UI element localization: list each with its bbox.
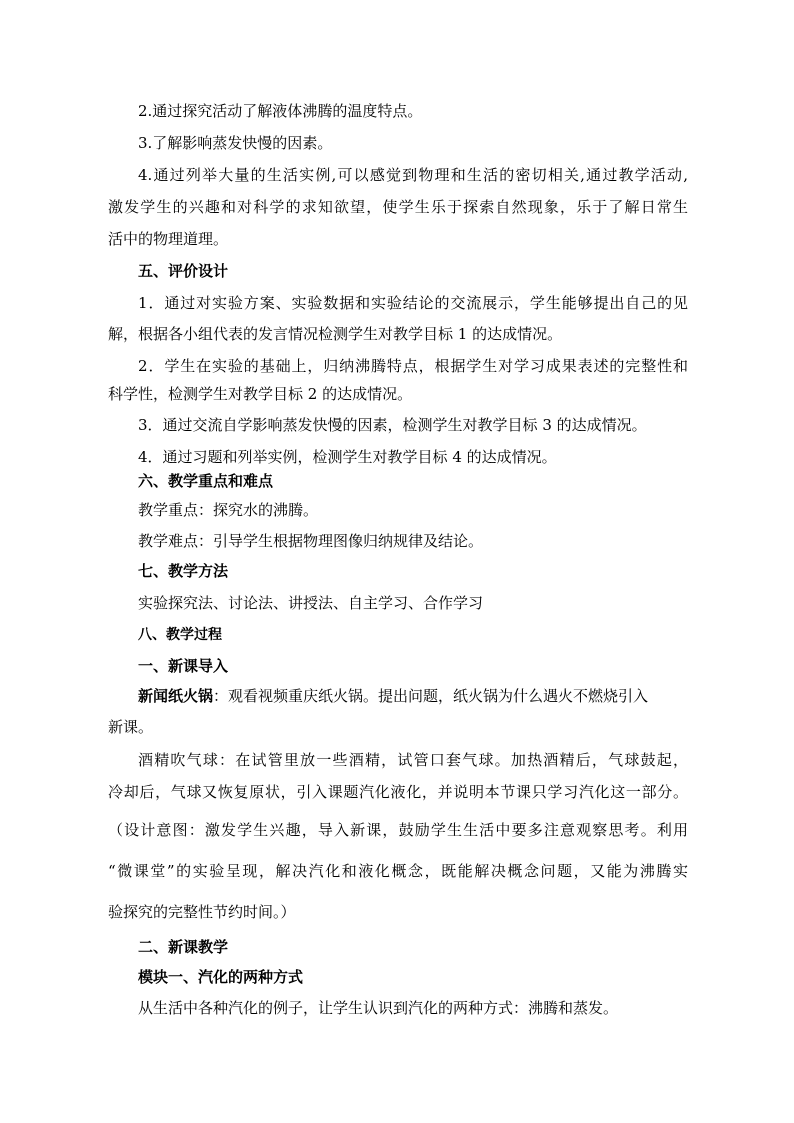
evaluation-item-2-line-2: 科学性，检测学生对教学目标 2 的达成情况。 [108, 385, 413, 403]
alcohol-paragraph-line-2: 冷却后，气球又恢复原状，引入课题汽化液化，并说明本节课只学习汽化这一部分。 [108, 783, 688, 801]
alcohol-paragraph-line-1: 酒精吹气球：在试管里放一些酒精，试管口套气球。加热酒精后，气球鼓起， [138, 751, 688, 769]
goal-item-4-line-3: 活中的物理道理。 [108, 230, 229, 248]
design-intent-line-3: 验探究的完整性节约时间。） [108, 903, 296, 921]
goal-item-2: 2.通过探究活动了解液体沸腾的温度特点。 [138, 102, 423, 120]
process-heading: 八、教学过程 [138, 627, 222, 643]
teaching-focus: 教学重点：探究水的沸腾。 [138, 501, 319, 519]
evaluation-item-3: 3．通过交流自学影响蒸发快慢的因素，检测学生对教学目标 3 的达成情况。 [138, 416, 647, 434]
evaluation-item-1-line-1: 1．通过对实验方案、实验数据和实验结论的交流展示，学生能够提出自己的见 [138, 294, 688, 312]
goal-item-4-line-2: 激发学生的兴趣和对科学的求知欲望，使学生乐于探索自然现象，乐于了解日常生 [108, 198, 688, 216]
methods-text: 实验探究法、讨论法、讲授法、自主学习、合作学习 [138, 594, 484, 612]
news-paragraph-line-1 [138, 686, 688, 706]
key-points-heading: 六、教学重点和难点 [138, 472, 274, 490]
goal-item-4-line-1: 4.通过列举大量的生活实例,可以感觉到物理和生活的密切相关,通过教学活动, [138, 166, 688, 184]
news-label: 新闻纸火锅 [138, 687, 214, 705]
module-1-heading: 模块一、汽化的两种方式 [138, 968, 304, 986]
new-lesson-heading: 二、新课教学 [138, 938, 229, 956]
evaluation-item-2-line-1: 2．学生在实验的基础上，归纳沸腾特点，根据学生对学习成果表述的完整性和 [138, 357, 688, 375]
module-1-text: 从生活中各种汽化的例子，让学生认识到汽化的两种方式：沸腾和蒸发。 [138, 999, 619, 1017]
design-intent-line-1: （设计意图：激发学生兴趣，导入新课，鼓励学生生活中要多注意观察思考。利用 [108, 821, 688, 839]
design-intent-line-2: “微课堂”的实验呈现，解决汽化和液化概念，既能解决概念问题，又能为沸腾实 [108, 862, 688, 880]
news-text: ：观看视频重庆纸火锅。提出问题，纸火锅为什么遇火不燃烧引入 [213, 687, 649, 705]
news-paragraph-line-2: 新课。 [108, 718, 154, 736]
evaluation-item-4: 4．通过习题和列举实例，检测学生对教学目标 4 的达成情况。 [138, 448, 557, 466]
evaluation-heading: 五、评价设计 [138, 262, 229, 280]
goal-item-3: 3.了解影响蒸发快慢的因素。 [138, 134, 333, 152]
intro-heading: 一、新课导入 [138, 657, 229, 675]
evaluation-item-1-line-2: 解，根据各小组代表的发言情况检测学生对教学目标 1 的达成情况。 [108, 325, 563, 343]
methods-heading: 七、教学方法 [138, 562, 229, 580]
teaching-difficulty: 教学难点：引导学生根据物理图像归纳规律及结论。 [138, 532, 484, 550]
